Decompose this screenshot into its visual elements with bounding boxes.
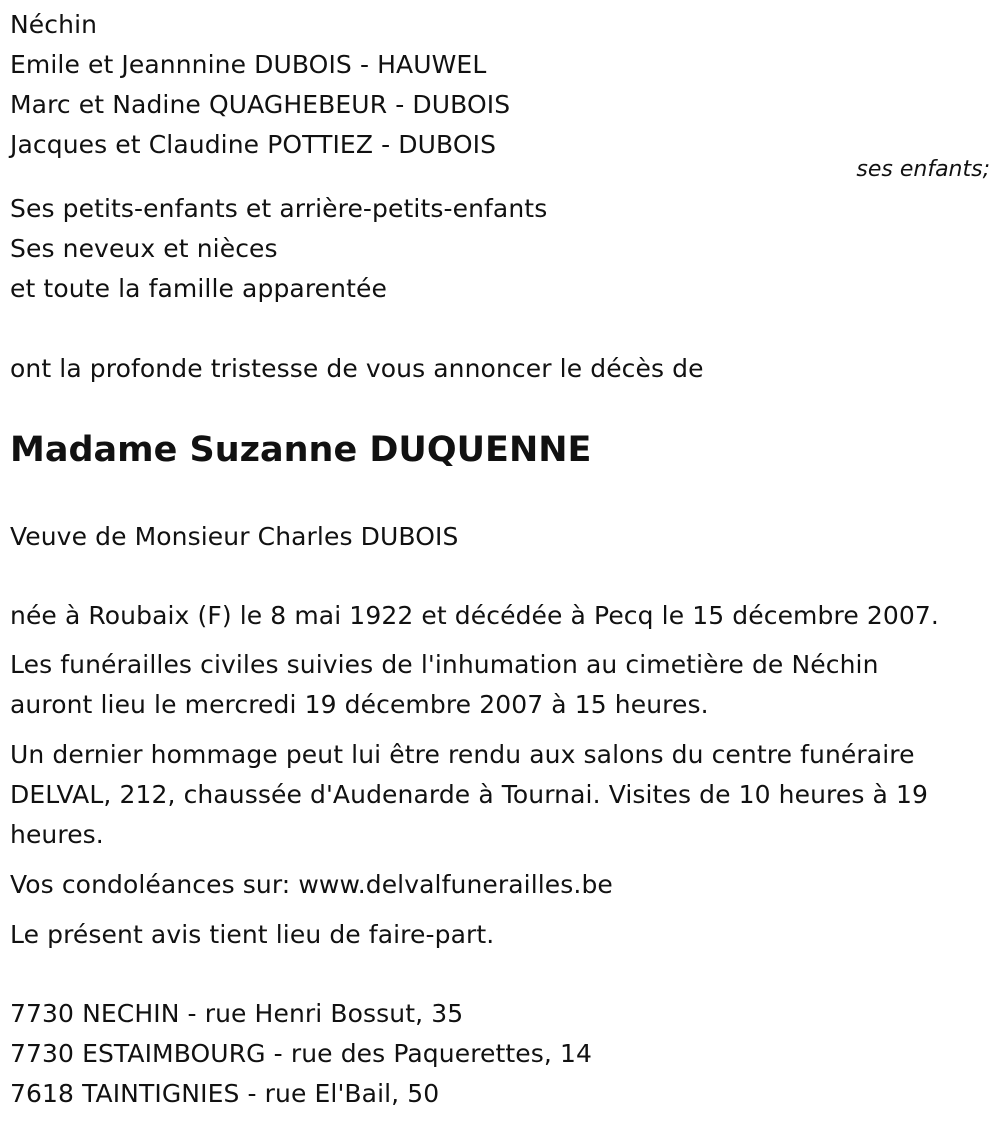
family-line: Marc et Nadine QUAGHEBEUR - DUBOIS	[10, 90, 511, 119]
address-line: 7730 ESTAIMBOURG - rue des Paquerettes, 14	[10, 1039, 593, 1068]
funeral-line: Les funérailles civiles suivies de l'inhumation au cimetière de Néchin	[10, 650, 879, 679]
relatives-line: et toute la famille apparentée	[10, 274, 387, 303]
relatives-line: Ses neveux et nièces	[10, 234, 278, 263]
condolences-text: Vos condoléances sur: www.delvalfunerailles.be	[10, 870, 613, 899]
children-note: ses enfants;	[856, 157, 990, 182]
address-line: 7730 NECHIN - rue Henri Bossut, 35	[10, 999, 464, 1028]
deceased-name: Madame Suzanne DUQUENNE	[10, 430, 592, 470]
birth-death-text: née à Roubaix (F) le 8 mai 1922 et décédée à Pecq le 15 décembre 2007.	[10, 601, 939, 630]
tribute-line: heures.	[10, 820, 104, 849]
funeral-line: auront lieu le mercredi 19 décembre 2007 à 15 heures.	[10, 690, 709, 719]
announcement-text: ont la profonde tristesse de vous annoncer le décès de	[10, 354, 704, 383]
relatives-line: Ses petits-enfants et arrière-petits-enfants	[10, 194, 548, 223]
place-heading: Néchin	[10, 10, 98, 39]
tribute-line: DELVAL, 212, chaussée d'Audenarde à Tournai. Visites de 10 heures à 19	[10, 780, 928, 809]
family-line: Emile et Jeannnine DUBOIS - HAUWEL	[10, 50, 487, 79]
tribute-line: Un dernier hommage peut lui être rendu aux salons du centre funéraire	[10, 740, 915, 769]
address-line: 7618 TAINTIGNIES - rue El'Bail, 50	[10, 1079, 440, 1108]
family-line: Jacques et Claudine POTTIEZ - DUBOIS	[10, 130, 497, 159]
widow-of-text: Veuve de Monsieur Charles DUBOIS	[10, 522, 459, 551]
notice-text: Le présent avis tient lieu de faire-part.	[10, 920, 495, 949]
